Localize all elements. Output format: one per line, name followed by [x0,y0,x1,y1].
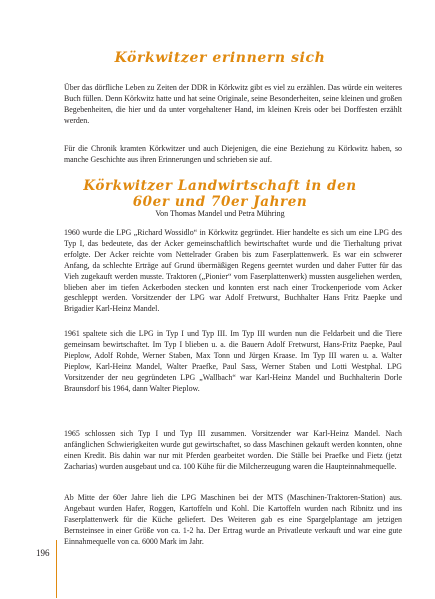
body-paragraph-1961: 1961 spaltete sich die LPG in Typ I und Typ III. Im Typ III wurden nun die Feldarbeit und die Tiere gemeinsam bewirtschaftet. Im Typ I blieben u. a. die Bauern Adolf Fretwurst, Hans-Fritz Paepke, Paul Pieplow, Adolf Rohde, Werner Staben, Max Tonn und Jürgen Kraase. Im Typ III waren u. a. Walter Pieplow, Karl-Heinz Mandel, Walter Praefke, Paul Sass, Werner Staben und Lotti Westphal. LPG Vorsitzender der neu gegründeten LPG „Wallbach“ war Karl-Heinz Mandel und Buchhalterin Dorle Braunsdorf bis 1964, dann Walter Pieplow. [64,329,402,393]
body-paragraph-1960: 1960 wurde die LPG „Richard Wossidlo“ in Körkwitz gegründet. Hier handelte es sich um eine LPG des Typ I, das bedeutete, das der Acker gemeinschaftlich bewirtschaftet wurde und die Tierhaltung privat erfolgte. Der Acker reichte vom Nettelrader Graben bis zum Faserplattenwerk. Es war ein schwerer Anfang, da schlechte Erträge auf Grund übermäßigen Regens geerntet wurden und daher Futter für das Vieh zugekauft werden musste. Traktoren („Pionier“ vom Faserplattenwerk) mussten ausgeliehen werden, blieben aber im tiefen Ackerboden stecken und konnten erst nach einer Trockenperiode vom Acker geschleppt werden. Vorsitzender der LPG war Adolf Fretwurst, Buchhalter Hans Fritz Paepke und Brigadier Karl-Heinz Mandel. [64,228,402,314]
body-paragraph-1965: 1965 schlossen sich Typ I und Typ III zusammen. Vorsitzender war Karl-Heinz Mandel. Nach anfänglichen Schwierigkeiten wurde gut gewirtschaftet, so dass Maschinen gekauft werden konnten, ohne einen Kredit. Bis dahin war nur mit Pferden gearbeitet worden. Die Ställe bei Praefke und Fietz (jetzt Zacharias) wurden ausgebaut und ca. 100 Kühe für die Milcherzeugung waren die Haupteinnahmequelle. [64,429,402,471]
author-byline: Von Thomas Mandel und Petra Mühring [155,209,285,218]
intro-paragraph-2: Für die Chronik kramten Körkwitzer und auch Diejenigen, die eine Beziehung zu Körkwitz haben, so manche Geschichte aus ihren Erinnerungen und schrieben sie auf. [64,144,402,164]
heading-line-2: 60er und 70er Jahren [132,194,308,210]
body-paragraph-mts: Ab Mitte der 60er Jahre lieh die LPG Maschinen bei der MTS (Maschinen-Traktoren-Station) aus. Angebaut wurden Hafer, Roggen, Kartoffeln und Kohl. Die Kartoffeln wurden nach Ribnitz und ins Faserplattenwerk für die Küche geliefert. Des Weiteren gab es eine Spargelplantage am jetzigen Bernsteinsee in einer Größe von ca. 1-2 ha. Der Ertrag wurde an Privatleute verkauft und war eine gute Einnahmequelle von ca. 6000 Mark im Jahr. [64,493,402,546]
section-heading-erinnern: Körkwitzer erinnern sich [114,50,326,66]
section-heading-landwirtschaft [40,178,400,210]
margin-rule [56,540,57,598]
page-number: 196 [36,548,50,558]
intro-paragraph-1: Über das dörfliche Leben zu Zeiten der DDR in Körkwitz gibt es viel zu erzählen. Das würde ein weiteres Buch füllen. Denn Körkwitz hatte und hat seine Originale, seine Besonderheiten, seine kleinen und großen Begebenheiten, die hier und da unter vorgehaltener Hand, im kleinen Kreis oder bei Dorffesten erzählt werden. [64,83,402,125]
heading-line-1: Körkwitzer Landwirtschaft in den [83,178,357,194]
